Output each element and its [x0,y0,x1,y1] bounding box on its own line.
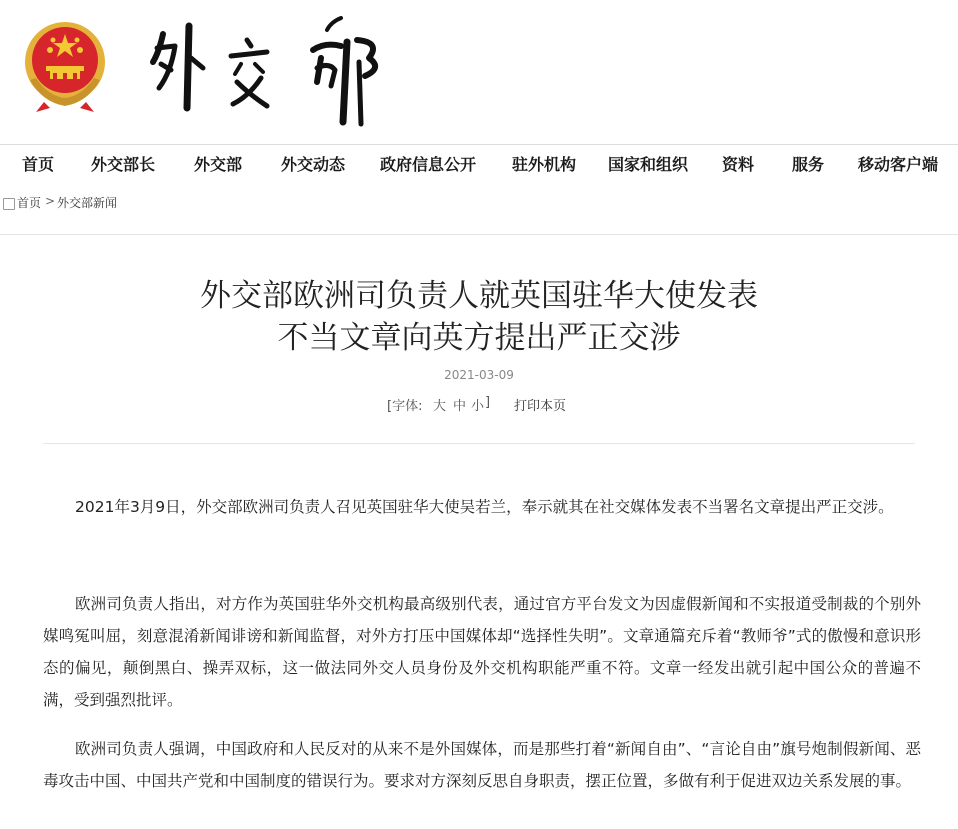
nav-item-services[interactable]: 服务 [792,155,825,174]
print-page-link[interactable]: 打印本页 [514,399,567,414]
article-divider [43,443,915,444]
font-size-small[interactable]: 小 [471,399,485,414]
font-size-medium[interactable]: 中 [453,399,467,414]
breadcrumb-home[interactable]: 首页 [17,196,42,210]
nav-item-mobile[interactable]: 移动客户端 [858,155,939,174]
site-header [0,0,958,140]
nav-item-countries[interactable]: 国家和组织 [608,155,689,174]
main-nav [0,144,958,185]
article-paragraph-3: 欧洲司负责人强调，中国政府和人民反对的从来不是外国媒体，而是那些打着“新闻自由”、“言论自由”旗号炮制假新闻、恶毒攻击中国、中国共产党和中国制度的错误行为。要求对方深刻反思自身职责，摆正位置，多做有利于促进双边关系发展的事。 [43,740,921,790]
article-title-line1: 外交部欧洲司负责人就英国驻华大使发表 [200,278,758,314]
home-icon [3,198,15,210]
nav-item-missions[interactable]: 驻外机构 [512,155,577,174]
nav-item-minister[interactable]: 外交部长 [91,155,156,174]
article-paragraph-1: 2021年3月9日，外交部欧洲司负责人召见英国驻华大使吴若兰，奉示就其在社交媒体发表不当署名文章提出严正交涉。 [75,498,894,516]
national-emblem-icon[interactable] [22,20,108,112]
ministry-logo-calligraphy[interactable] [145,12,400,134]
breadcrumb-separator: > [45,194,56,208]
article-title-line2: 不当文章向英方提出严正交涉 [277,320,681,356]
nav-item-ministry[interactable]: 外交部 [194,155,243,174]
breadcrumb [0,186,958,235]
font-size-large[interactable]: 大 [433,399,447,414]
article-paragraph-2: 欧洲司负责人指出，对方作为英国驻华外交机构最高级别代表，通过官方平台发文为因虚假新闻和不实报道受制裁的个别外媒鸣冤叫屈，刻意混淆新闻诽谤和新闻监督，对外方打压中国媒体却“选择性失明”。文章通篇充斥着“教师爷”式的傲慢和意识形态的偏见，颠倒黑白、操弄双标，这一做法同外交人员身份及外交机构职能严重不符。文章一经发出就引起中国公众的普遍不满，受到强烈批评。 [43,595,921,709]
font-size-label-open: [字体: [387,399,423,414]
article-date: 2021-03-09 [444,368,514,382]
nav-item-resources[interactable]: 资料 [722,155,755,174]
nav-item-home[interactable]: 首页 [22,155,55,174]
font-size-label-close: ] [485,395,491,410]
breadcrumb-section[interactable]: 外交部新闻 [57,196,118,210]
nav-item-gov-info[interactable]: 政府信息公开 [380,155,477,174]
nav-item-news[interactable]: 外交动态 [281,155,346,174]
